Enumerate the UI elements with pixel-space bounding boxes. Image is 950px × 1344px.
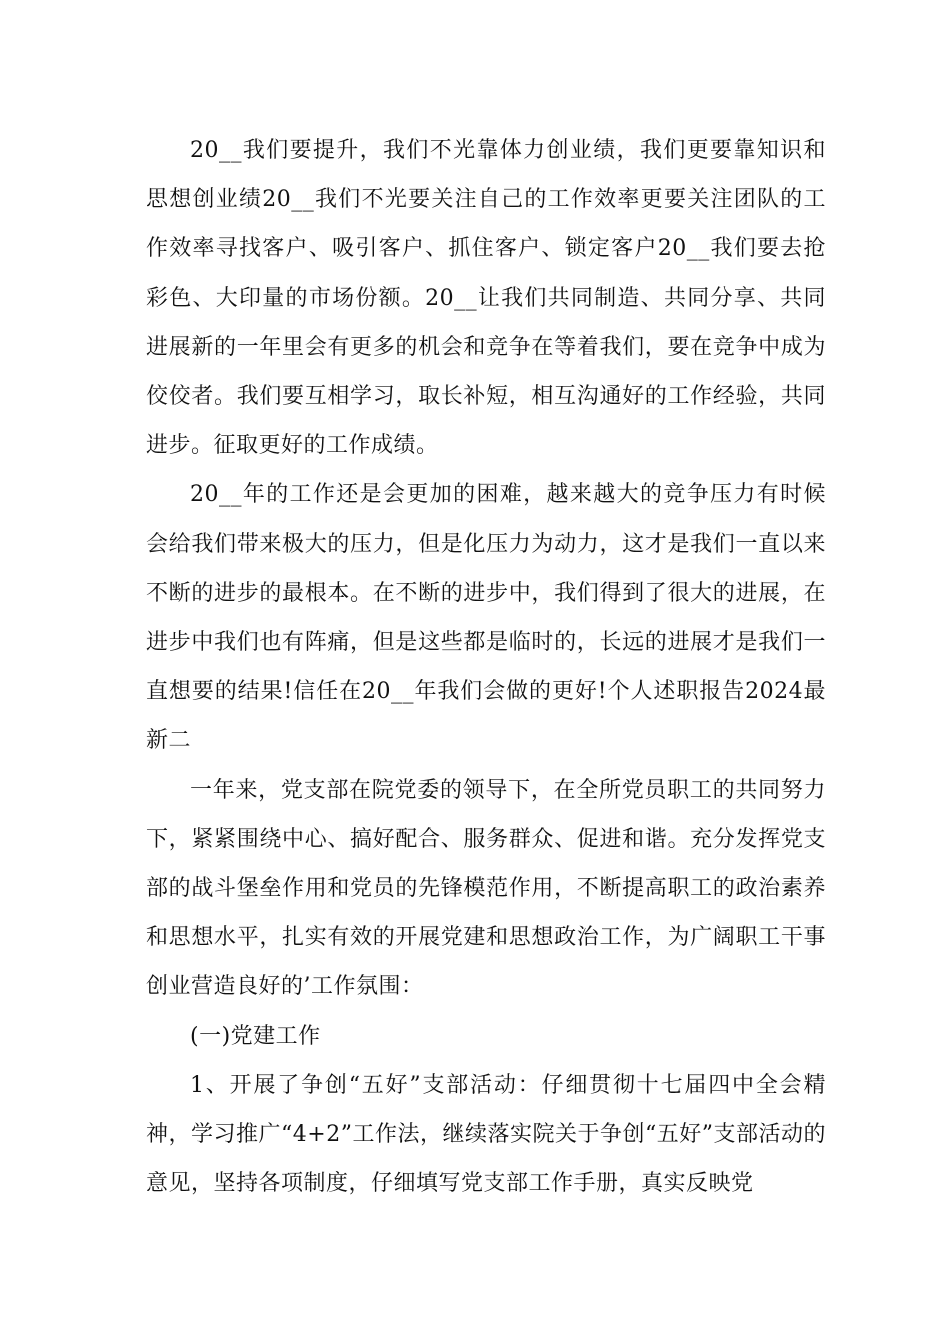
paragraph-1: 20__我们要提升，我们不光靠体力创业绩，我们更要靠知识和思想创业绩20__我们不光要关注自己的工作效率更要关注团队的工作效率寻找客户、吸引客户、抓住客户、锁定客户20__我们要去抢彩色、大印量的市场份额。20__让我们共同制造、共同分享、共同进展新的一年里会有更多的机会和竞争在等着我们，要在竞争中成为佼佼者。我们要互相学习，取长补短，相互沟通好的工作经验，共同进步。征取更好的工作成绩。	[146, 138, 826, 459]
paragraph-4: 1、开展了争创“五好”支部活动：仔细贯彻十七届四中全会精神，学习推广“4+2”工作法，继续落实院关于争创“五好”支部活动的意见，坚持各项制度，仔细填写党支部工作手册，真实反映党	[146, 1072, 826, 1197]
paragraph-3: 一年来，党支部在院党委的领导下，在全所党员职工的共同努力下，紧紧围绕中心、搞好配合、服务群众、促进和谐。充分发挥党支部的战斗堡垒作用和党员的先锋模范作用，不断提高职工的政治素养和思想水平，扎实有效的开展党建和思想政治工作，为广阔职工干事创业营造良好的’工作氛围：	[146, 777, 826, 1000]
paragraph-2: 20__年的工作还是会更加的困难，越来越大的竞争压力有时候会给我们带来极大的压力，但是化压力为动力，这才是我们一直以来不断的进步的最根本。在不断的进步中，我们得到了很大的进展，在进步中我们也有阵痛，但是这些都是临时的，长远的进展才是我们一直想要的结果!信任在20__年我们会做的更好!个人述职报告2024最新二	[146, 482, 826, 754]
section-heading: (一)党建工作	[190, 1023, 321, 1049]
document-body	[146, 126, 826, 1208]
